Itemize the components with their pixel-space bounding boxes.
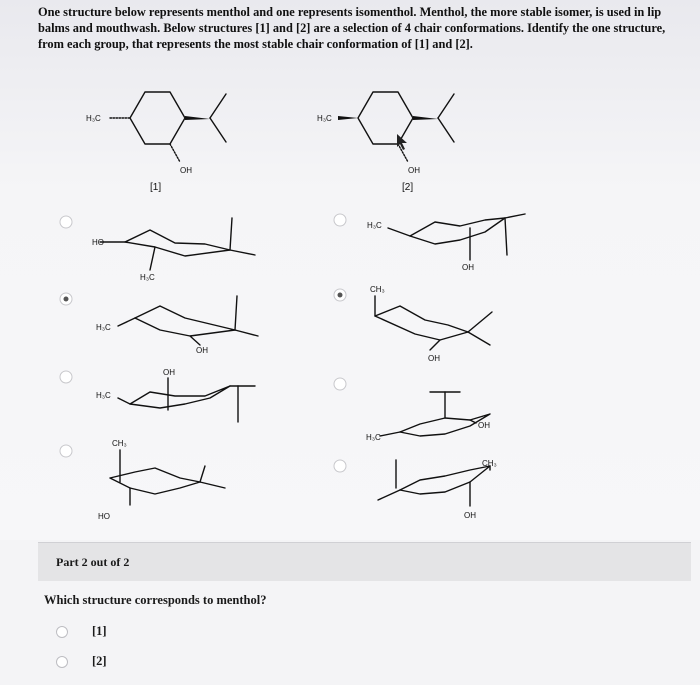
right-option-2-selected-dot: [338, 293, 343, 298]
right-chair-2-label-b: OH: [428, 354, 440, 363]
right-chair-3-label-a: OH: [478, 421, 490, 430]
s2-isopropyl-bond-a: [438, 94, 454, 118]
answer-option-2-radio[interactable]: [56, 656, 68, 668]
left-chair-3-ring: [130, 386, 230, 408]
right-chair-4: [378, 459, 497, 520]
left-option-4-radio[interactable]: [60, 445, 72, 457]
left-chair-1-methyl-bond: [150, 247, 155, 270]
right-chair-2-oh-bond: [430, 340, 440, 350]
s1-cyclohexane-ring: [130, 92, 185, 144]
left-chair-4-isopropyl-bond-b: [200, 482, 225, 488]
answer-option-2-label: [2]: [92, 654, 107, 668]
s1-oh-label: OH: [180, 166, 192, 175]
right-chair-4-left-bond: [378, 490, 400, 500]
s2-isopropyl-bond-b: [438, 118, 454, 142]
right-chair-3: [366, 392, 490, 442]
left-chair-3-label-a: OH: [163, 368, 175, 377]
left-chair-1-axial-bond: [230, 218, 232, 250]
s1-hashed-oh-bond: [170, 144, 180, 162]
left-chair-options: [60, 216, 258, 521]
right-chair-1-label-a: H₃C: [367, 221, 382, 230]
right-chair-2-label-a: CH₃: [370, 285, 385, 294]
answer-option-1[interactable]: [56, 624, 107, 639]
right-chair-1-ring: [410, 218, 505, 244]
left-chair-3-label-b: H₃C: [96, 391, 111, 400]
left-option-3-radio[interactable]: [60, 371, 72, 383]
s2-oh-label: OH: [408, 166, 420, 175]
right-chair-1-isopropyl-bond-a: [505, 214, 525, 218]
left-chair-2: [96, 296, 258, 355]
right-chair-3-label-b: H₃C: [366, 433, 381, 442]
menthol-question: Which structure corresponds to menthol?: [44, 593, 267, 607]
part-banner: [38, 542, 691, 581]
left-chair-3: [96, 368, 255, 422]
s2-wedge-bond: [413, 116, 438, 120]
left-chair-4-ring: [110, 468, 200, 494]
left-chair-4: [98, 439, 225, 521]
s2-wedge-methyl: [338, 116, 358, 120]
part-label: Part 2 out of 2: [56, 555, 130, 569]
right-option-3-radio[interactable]: [334, 378, 346, 390]
right-chair-3-oh-bond: [470, 420, 476, 423]
left-chair-4-isopropyl-bond-a: [200, 466, 205, 482]
right-chair-1-isopropyl-bond-b: [505, 218, 507, 255]
left-option-1-radio[interactable]: [60, 216, 72, 228]
structure-1: [86, 92, 226, 193]
right-chair-4-label-b: OH: [464, 511, 476, 520]
s2-number-label: [2]: [402, 182, 414, 193]
answer-option-1-radio[interactable]: [56, 626, 68, 638]
left-chair-2-label-b: OH: [196, 346, 208, 355]
answer-option-2[interactable]: [56, 654, 107, 669]
question-text: One structure below represents menthol and one represents isomenthol. Menthol, the more stable isomer, is used in lip balms and mouthwash. Below structures [1] and [2] are a selection of 4 chair conformations. Identify the one structure, from each group, that represents the most stable chair conformation of [1] and [2].: [38, 5, 666, 51]
right-option-4-radio[interactable]: [334, 460, 346, 472]
right-chair-2: [370, 285, 492, 363]
left-chair-2-isopropyl-bond: [235, 330, 258, 336]
left-chair-1-isopropyl-bond: [230, 250, 255, 255]
s1-methyl-label: H₃C: [86, 114, 101, 123]
structure-2: [317, 92, 454, 193]
left-chair-4-label-b: HO: [98, 512, 110, 521]
right-chair-1: [367, 214, 525, 272]
left-chair-3-methyl-bond: [118, 398, 130, 404]
left-chair-1-ring: [125, 230, 230, 256]
right-chair-options: [334, 214, 525, 520]
s1-isopropyl-bond-b: [210, 118, 226, 142]
right-chair-1-label-b: OH: [462, 263, 474, 272]
right-chair-2-isopropyl-bond-b: [468, 332, 490, 345]
right-chair-3-methyl-bond: [380, 432, 400, 436]
left-chair-2-oh-bond: [190, 336, 200, 345]
left-chair-2-methyl-bond: [118, 318, 135, 326]
left-chair-1-label-a: HO: [92, 238, 104, 247]
s2-cyclohexane-ring: [358, 92, 413, 144]
left-chair-2-label-a: H₃C: [96, 323, 111, 332]
left-chair-1-label-b: H₃C: [140, 273, 155, 282]
right-chair-4-label-a: CH₃: [482, 459, 497, 468]
left-option-2-selected-dot: [64, 297, 69, 302]
right-option-1-radio[interactable]: [334, 214, 346, 226]
right-chair-1-methyl-bond: [388, 228, 410, 236]
s1-isopropyl-bond-a: [210, 94, 226, 118]
left-chair-1: [92, 218, 255, 282]
s2-methyl-label: H₃C: [317, 114, 332, 123]
right-chair-2-isopropyl-bond-a: [468, 312, 492, 332]
right-chair-2-ring: [375, 306, 468, 340]
s1-wedge-bond: [185, 116, 210, 120]
right-chair-4-ring: [400, 466, 490, 494]
answer-option-1-label: [1]: [92, 624, 107, 638]
s1-number-label: [1]: [150, 182, 162, 193]
left-chair-2-axial-bond: [235, 296, 237, 330]
left-chair-2-ring: [135, 306, 235, 336]
left-chair-4-label-a: CH₃: [112, 439, 127, 448]
